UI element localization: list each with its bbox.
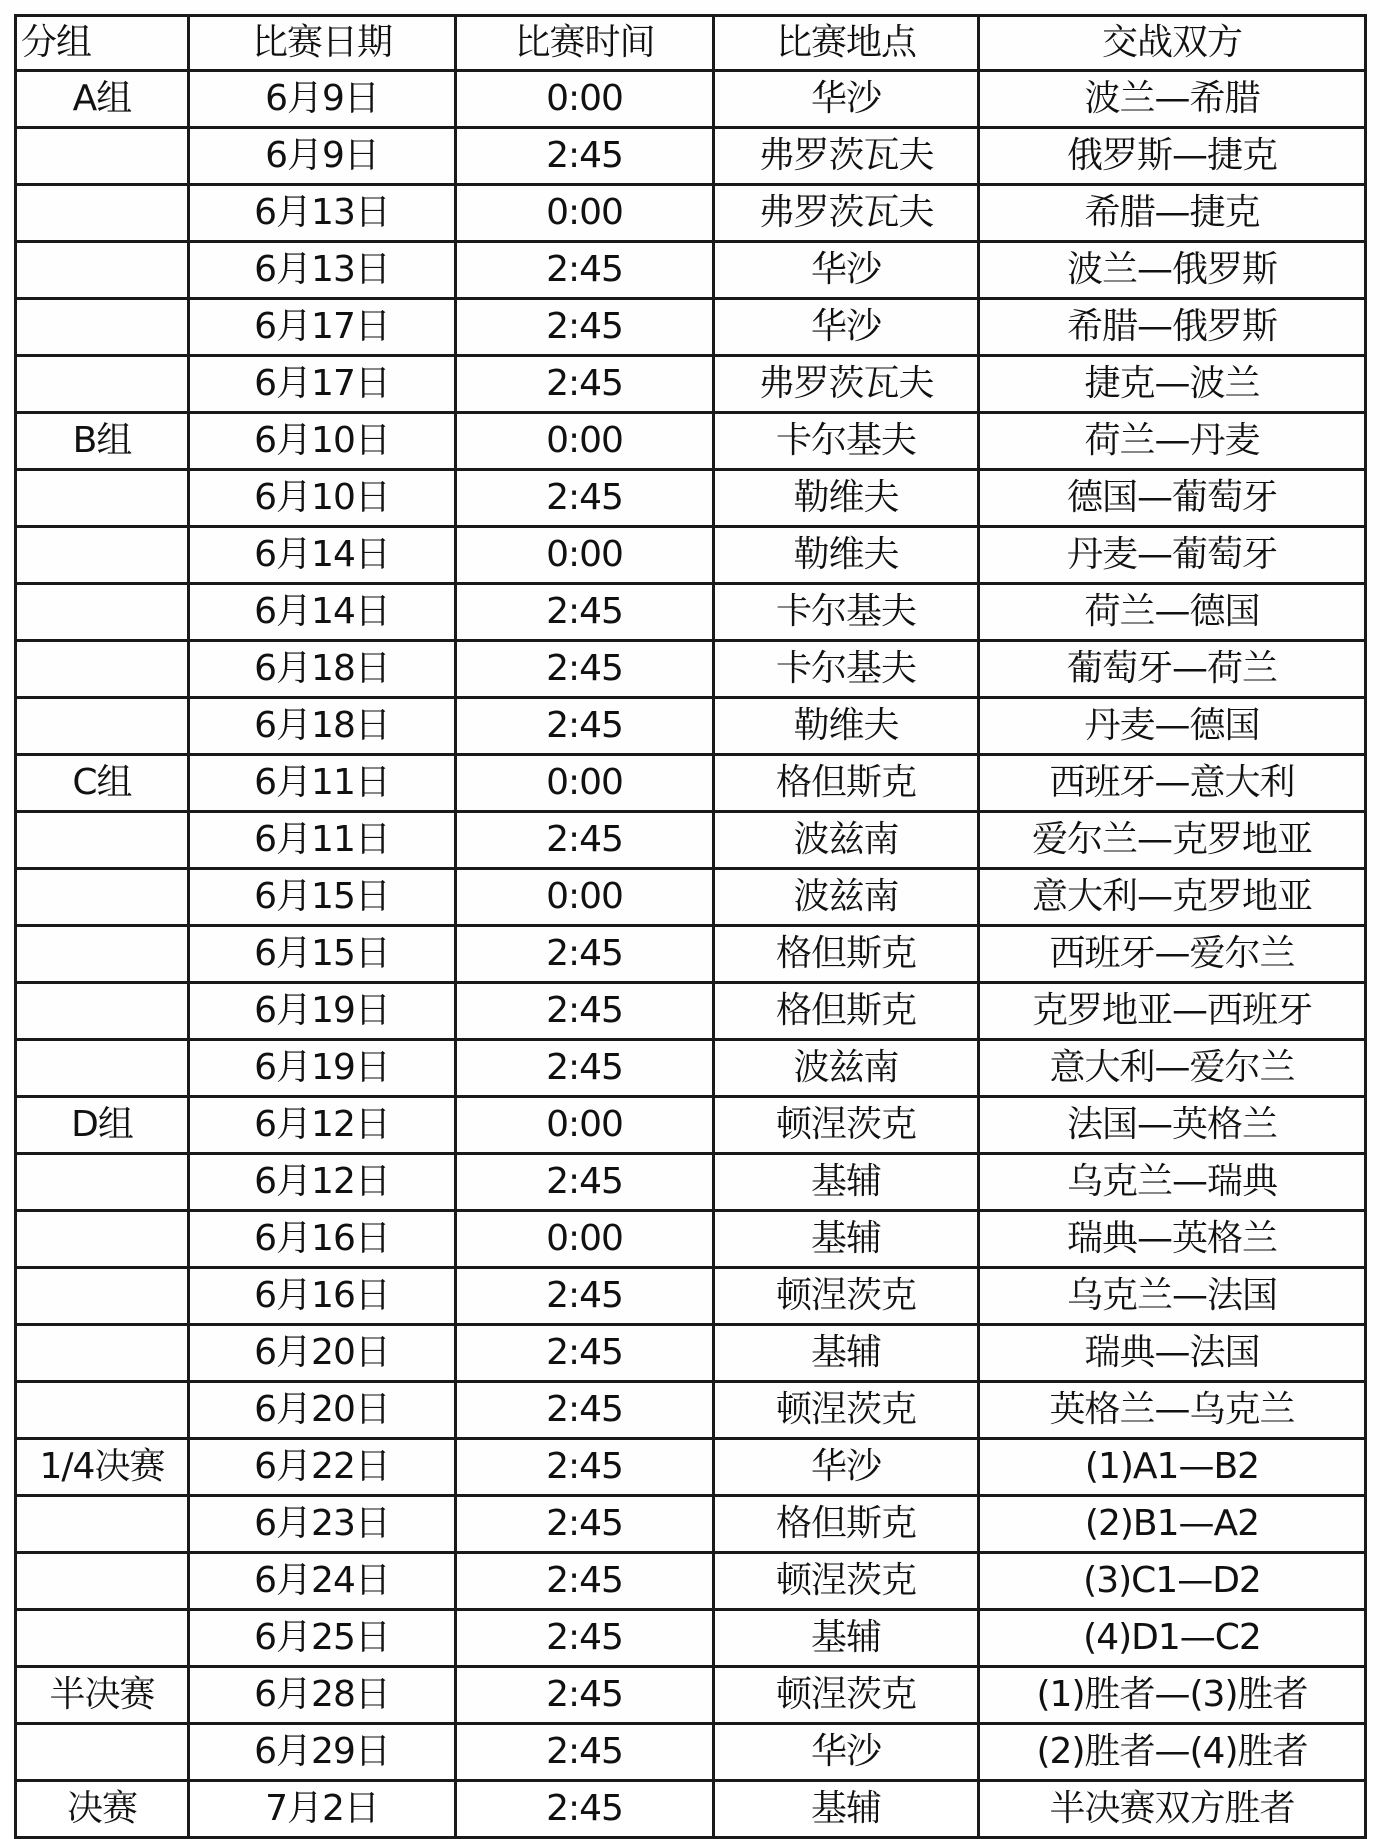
venue-cell: 华沙 (714, 71, 979, 128)
venue-cell: 华沙 (714, 1439, 979, 1496)
date-cell: 6月28日 (189, 1667, 456, 1724)
group-cell: B组 (16, 413, 189, 470)
group-cell: 决赛 (16, 1781, 189, 1838)
table-row (16, 926, 1366, 983)
table-row (16, 1154, 1366, 1211)
header-match: 交战双方 (979, 16, 1366, 71)
time-cell: 2:45 (456, 641, 714, 698)
date-cell: 6月23日 (189, 1496, 456, 1553)
table-row (16, 584, 1366, 641)
venue-cell: 基辅 (714, 1781, 979, 1838)
venue-cell: 格但斯克 (714, 755, 979, 812)
group-cell (16, 926, 189, 983)
venue-cell: 基辅 (714, 1325, 979, 1382)
header-group: 分组 (16, 16, 189, 71)
date-cell: 6月10日 (189, 470, 456, 527)
time-cell: 2:45 (456, 356, 714, 413)
table-row (16, 185, 1366, 242)
venue-cell: 卡尔基夫 (714, 413, 979, 470)
table-row (16, 470, 1366, 527)
venue-cell: 卡尔基夫 (714, 641, 979, 698)
date-cell: 6月20日 (189, 1382, 456, 1439)
time-cell: 0:00 (456, 869, 714, 926)
group-cell (16, 812, 189, 869)
venue-cell: 波兹南 (714, 1040, 979, 1097)
date-cell: 6月20日 (189, 1325, 456, 1382)
table-row (16, 983, 1366, 1040)
match-cell: 乌克兰—法国 (979, 1268, 1366, 1325)
date-cell: 6月10日 (189, 413, 456, 470)
venue-cell: 基辅 (714, 1211, 979, 1268)
venue-cell: 卡尔基夫 (714, 584, 979, 641)
match-cell: 希腊—俄罗斯 (979, 299, 1366, 356)
match-cell: 法国—英格兰 (979, 1097, 1366, 1154)
group-cell: 半决赛 (16, 1667, 189, 1724)
group-cell (16, 869, 189, 926)
table-row (16, 1610, 1366, 1667)
time-cell: 2:45 (456, 1781, 714, 1838)
match-cell: 波兰—俄罗斯 (979, 242, 1366, 299)
time-cell: 2:45 (456, 1553, 714, 1610)
table-row (16, 356, 1366, 413)
match-cell: 西班牙—意大利 (979, 755, 1366, 812)
group-cell: A组 (16, 71, 189, 128)
venue-cell: 波兹南 (714, 869, 979, 926)
group-cell (16, 983, 189, 1040)
table-row (16, 1211, 1366, 1268)
table-row (16, 812, 1366, 869)
venue-cell: 弗罗茨瓦夫 (714, 128, 979, 185)
group-cell (16, 470, 189, 527)
match-cell: (2)B1—A2 (979, 1496, 1366, 1553)
match-cell: 西班牙—爱尔兰 (979, 926, 1366, 983)
time-cell: 2:45 (456, 1724, 714, 1781)
match-cell: 丹麦—德国 (979, 698, 1366, 755)
match-cell: 葡萄牙—荷兰 (979, 641, 1366, 698)
group-cell (16, 128, 189, 185)
match-cell: 荷兰—德国 (979, 584, 1366, 641)
table-body (16, 71, 1366, 1838)
table-row (16, 128, 1366, 185)
time-cell: 2:45 (456, 1610, 714, 1667)
table-row (16, 869, 1366, 926)
match-cell: 意大利—克罗地亚 (979, 869, 1366, 926)
venue-cell: 弗罗茨瓦夫 (714, 356, 979, 413)
table-row (16, 1097, 1366, 1154)
date-cell: 6月11日 (189, 755, 456, 812)
time-cell: 2:45 (456, 299, 714, 356)
table-row (16, 1496, 1366, 1553)
time-cell: 2:45 (456, 1268, 714, 1325)
time-cell: 2:45 (456, 1667, 714, 1724)
date-cell: 6月19日 (189, 983, 456, 1040)
time-cell: 2:45 (456, 584, 714, 641)
table-row (16, 1439, 1366, 1496)
time-cell: 0:00 (456, 1211, 714, 1268)
group-cell (16, 185, 189, 242)
group-cell (16, 1211, 189, 1268)
venue-cell: 波兹南 (714, 812, 979, 869)
match-cell: 半决赛双方胜者 (979, 1781, 1366, 1838)
venue-cell: 顿涅茨克 (714, 1667, 979, 1724)
match-cell: 希腊—捷克 (979, 185, 1366, 242)
group-cell (16, 1724, 189, 1781)
date-cell: 6月17日 (189, 299, 456, 356)
group-cell: D组 (16, 1097, 189, 1154)
date-cell: 6月11日 (189, 812, 456, 869)
date-cell: 6月14日 (189, 584, 456, 641)
date-cell: 6月22日 (189, 1439, 456, 1496)
table-header (16, 16, 1366, 71)
venue-cell: 顿涅茨克 (714, 1382, 979, 1439)
time-cell: 2:45 (456, 1325, 714, 1382)
time-cell: 2:45 (456, 1496, 714, 1553)
time-cell: 2:45 (456, 1154, 714, 1211)
time-cell: 0:00 (456, 71, 714, 128)
match-cell: 意大利—爱尔兰 (979, 1040, 1366, 1097)
date-cell: 6月9日 (189, 71, 456, 128)
table-row (16, 1781, 1366, 1838)
venue-cell: 华沙 (714, 1724, 979, 1781)
venue-cell: 勒维夫 (714, 698, 979, 755)
group-cell (16, 1154, 189, 1211)
date-cell: 6月16日 (189, 1268, 456, 1325)
date-cell: 6月13日 (189, 185, 456, 242)
match-cell: 乌克兰—瑞典 (979, 1154, 1366, 1211)
date-cell: 6月15日 (189, 869, 456, 926)
venue-cell: 华沙 (714, 299, 979, 356)
time-cell: 2:45 (456, 698, 714, 755)
time-cell: 2:45 (456, 926, 714, 983)
venue-cell: 格但斯克 (714, 926, 979, 983)
match-cell: 捷克—波兰 (979, 356, 1366, 413)
table-row (16, 1667, 1366, 1724)
date-cell: 6月19日 (189, 1040, 456, 1097)
group-cell (16, 1496, 189, 1553)
time-cell: 2:45 (456, 1040, 714, 1097)
time-cell: 0:00 (456, 185, 714, 242)
match-cell: 波兰—希腊 (979, 71, 1366, 128)
date-cell: 6月24日 (189, 1553, 456, 1610)
table-row (16, 1325, 1366, 1382)
date-cell: 6月25日 (189, 1610, 456, 1667)
group-cell (16, 356, 189, 413)
venue-cell: 格但斯克 (714, 1496, 979, 1553)
venue-cell: 华沙 (714, 242, 979, 299)
time-cell: 0:00 (456, 755, 714, 812)
venue-cell: 基辅 (714, 1154, 979, 1211)
header-row (16, 16, 1366, 71)
date-cell: 6月18日 (189, 698, 456, 755)
venue-cell: 顿涅茨克 (714, 1268, 979, 1325)
time-cell: 2:45 (456, 1439, 714, 1496)
match-cell: 克罗地亚—西班牙 (979, 983, 1366, 1040)
time-cell: 2:45 (456, 470, 714, 527)
table-row (16, 1040, 1366, 1097)
header-time: 比赛时间 (456, 16, 714, 71)
date-cell: 6月17日 (189, 356, 456, 413)
venue-cell: 弗罗茨瓦夫 (714, 185, 979, 242)
match-cell: (2)胜者—(4)胜者 (979, 1724, 1366, 1781)
group-cell (16, 698, 189, 755)
table-row (16, 527, 1366, 584)
match-cell: 瑞典—法国 (979, 1325, 1366, 1382)
venue-cell: 顿涅茨克 (714, 1097, 979, 1154)
group-cell (16, 641, 189, 698)
date-cell: 6月15日 (189, 926, 456, 983)
table-row (16, 698, 1366, 755)
table-row (16, 1553, 1366, 1610)
group-cell (16, 1382, 189, 1439)
header-date: 比赛日期 (189, 16, 456, 71)
date-cell: 6月12日 (189, 1154, 456, 1211)
match-cell: 瑞典—英格兰 (979, 1211, 1366, 1268)
group-cell (16, 1040, 189, 1097)
schedule-table (14, 14, 1367, 1839)
match-cell: (1)A1—B2 (979, 1439, 1366, 1496)
date-cell: 6月18日 (189, 641, 456, 698)
table-row (16, 1268, 1366, 1325)
table-row (16, 1724, 1366, 1781)
group-cell (16, 299, 189, 356)
match-cell: 德国—葡萄牙 (979, 470, 1366, 527)
time-cell: 0:00 (456, 1097, 714, 1154)
date-cell: 6月14日 (189, 527, 456, 584)
group-cell (16, 1268, 189, 1325)
header-venue: 比赛地点 (714, 16, 979, 71)
group-cell: 1/4决赛 (16, 1439, 189, 1496)
time-cell: 2:45 (456, 242, 714, 299)
table-row (16, 413, 1366, 470)
date-cell: 6月13日 (189, 242, 456, 299)
group-cell: C组 (16, 755, 189, 812)
group-cell (16, 1553, 189, 1610)
group-cell (16, 1325, 189, 1382)
group-cell (16, 1610, 189, 1667)
table-row (16, 299, 1366, 356)
table-row (16, 755, 1366, 812)
time-cell: 0:00 (456, 527, 714, 584)
table-row (16, 641, 1366, 698)
table-row (16, 71, 1366, 128)
group-cell (16, 242, 189, 299)
date-cell: 6月12日 (189, 1097, 456, 1154)
match-cell: 丹麦—葡萄牙 (979, 527, 1366, 584)
venue-cell: 勒维夫 (714, 527, 979, 584)
match-cell: (4)D1—C2 (979, 1610, 1366, 1667)
venue-cell: 勒维夫 (714, 470, 979, 527)
date-cell: 6月29日 (189, 1724, 456, 1781)
group-cell (16, 584, 189, 641)
time-cell: 2:45 (456, 1382, 714, 1439)
table-row (16, 1382, 1366, 1439)
match-cell: (3)C1—D2 (979, 1553, 1366, 1610)
time-cell: 0:00 (456, 413, 714, 470)
match-cell: 俄罗斯—捷克 (979, 128, 1366, 185)
date-cell: 6月9日 (189, 128, 456, 185)
match-cell: 荷兰—丹麦 (979, 413, 1366, 470)
table-row (16, 242, 1366, 299)
match-cell: 英格兰—乌克兰 (979, 1382, 1366, 1439)
match-cell: 爱尔兰—克罗地亚 (979, 812, 1366, 869)
match-cell: (1)胜者—(3)胜者 (979, 1667, 1366, 1724)
venue-cell: 格但斯克 (714, 983, 979, 1040)
date-cell: 7月2日 (189, 1781, 456, 1838)
time-cell: 2:45 (456, 812, 714, 869)
venue-cell: 基辅 (714, 1610, 979, 1667)
group-cell (16, 527, 189, 584)
time-cell: 2:45 (456, 128, 714, 185)
date-cell: 6月16日 (189, 1211, 456, 1268)
time-cell: 2:45 (456, 983, 714, 1040)
venue-cell: 顿涅茨克 (714, 1553, 979, 1610)
